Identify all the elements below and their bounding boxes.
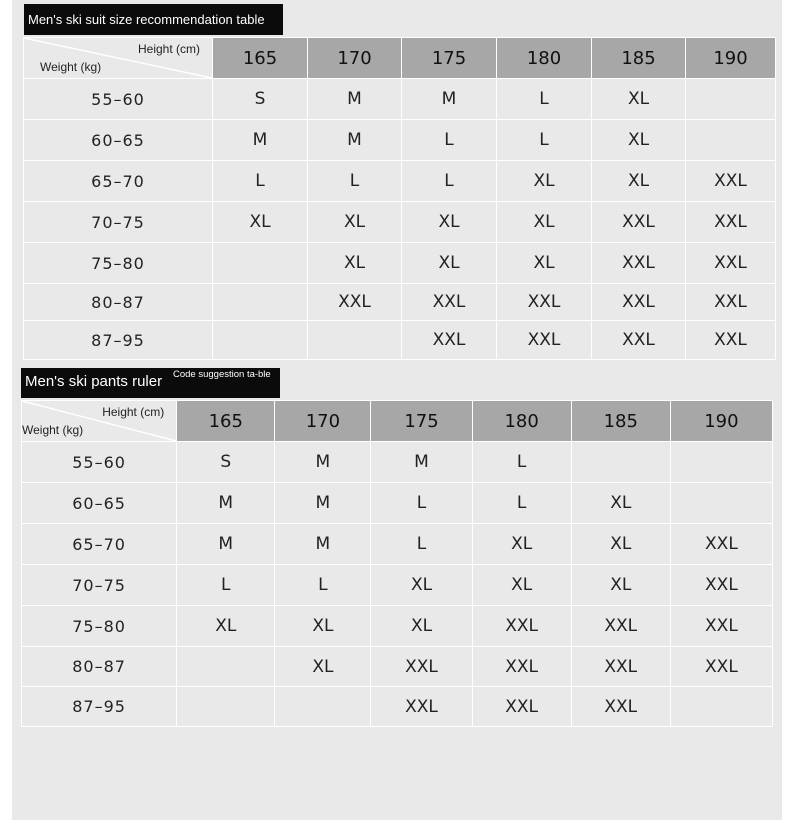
height-header: 190: [670, 401, 772, 442]
height-label: Height (cm): [102, 405, 165, 419]
size-cell: [571, 442, 670, 483]
size-cell: XXL: [402, 321, 497, 360]
table-row: [24, 79, 776, 120]
size-cell: XXL: [402, 284, 497, 321]
size-cell: XL: [472, 565, 571, 606]
size-cell: M: [371, 442, 472, 483]
size-cell: XXL: [592, 284, 686, 321]
size-cell: XXL: [497, 321, 592, 360]
size-cell: XXL: [592, 321, 686, 360]
size-cell: XXL: [472, 687, 571, 727]
size-cell: XXL: [670, 524, 772, 565]
size-cell: XXL: [592, 202, 686, 243]
size-cell: XL: [592, 79, 686, 120]
size-cell: L: [213, 161, 308, 202]
suit-table-title: [24, 4, 283, 35]
weight-range: 75–80: [22, 606, 177, 647]
pants-table-title-text: Men's ski pants ruler: [25, 373, 163, 390]
size-cell: L: [497, 79, 592, 120]
weight-range: 75–80: [24, 243, 213, 284]
size-cell: [686, 120, 776, 161]
table-row: [22, 442, 773, 483]
size-cell: XL: [472, 524, 571, 565]
size-cell: XL: [371, 565, 472, 606]
table-row: [22, 483, 773, 524]
size-cell: XXL: [371, 647, 472, 687]
weight-range: 70–75: [24, 202, 213, 243]
height-header: 180: [497, 38, 592, 79]
size-cell: S: [213, 79, 308, 120]
weight-range: 65–70: [22, 524, 177, 565]
size-cell: M: [275, 442, 371, 483]
size-cell: L: [275, 565, 371, 606]
weight-range: 70–75: [22, 565, 177, 606]
suit-table-title-text: Men's ski suit size recommendation table: [28, 12, 265, 27]
height-header: 175: [371, 401, 472, 442]
height-label: Height (cm): [137, 42, 200, 56]
height-header: 180: [472, 401, 571, 442]
size-cell: M: [177, 483, 275, 524]
height-header: 170: [275, 401, 371, 442]
table-row: [24, 120, 776, 161]
weight-label: Weight (kg): [40, 60, 102, 74]
table-row: [22, 647, 773, 687]
weight-range: 55–60: [24, 79, 213, 120]
size-cell: XXL: [686, 284, 776, 321]
table-row: [22, 606, 773, 647]
size-cell: M: [177, 524, 275, 565]
size-cell: L: [371, 524, 472, 565]
size-cell: L: [497, 120, 592, 161]
weight-range: 55–60: [22, 442, 177, 483]
size-cell: XL: [275, 606, 371, 647]
size-cell: XXL: [571, 606, 670, 647]
weight-range: 60–65: [24, 120, 213, 161]
table-row: [24, 243, 776, 284]
size-cell: XXL: [472, 606, 571, 647]
height-header: 185: [571, 401, 670, 442]
size-cell: XXL: [670, 647, 772, 687]
pants-table-title: [21, 368, 280, 398]
weight-range: 87–95: [24, 321, 213, 360]
size-cell: M: [308, 79, 402, 120]
size-cell: [670, 483, 772, 524]
size-cell: M: [308, 120, 402, 161]
pants-size-table: [21, 400, 773, 727]
size-cell: M: [275, 483, 371, 524]
size-cell: XXL: [670, 606, 772, 647]
height-header: 185: [592, 38, 686, 79]
height-header: 165: [213, 38, 308, 79]
size-cell: L: [402, 120, 497, 161]
size-cell: XL: [308, 202, 402, 243]
size-cell: XL: [592, 161, 686, 202]
corner-header: [22, 401, 177, 442]
suit-size-table: [23, 37, 776, 360]
size-cell: L: [177, 565, 275, 606]
size-cell: L: [472, 483, 571, 524]
size-cell: L: [472, 442, 571, 483]
weight-range: 80–87: [24, 284, 213, 321]
size-cell: XXL: [308, 284, 402, 321]
table-row: [24, 321, 776, 360]
size-cell: XXL: [497, 284, 592, 321]
height-header: 190: [686, 38, 776, 79]
size-cell: XXL: [686, 202, 776, 243]
weight-label: Weight (kg): [22, 423, 84, 437]
table-row: [24, 202, 776, 243]
size-cell: XL: [571, 483, 670, 524]
size-cell: [670, 687, 772, 727]
size-cell: [275, 687, 371, 727]
height-header: 165: [177, 401, 275, 442]
size-cell: XL: [497, 161, 592, 202]
size-cell: XL: [177, 606, 275, 647]
table-row: [24, 161, 776, 202]
height-header: 175: [402, 38, 497, 79]
size-cell: XL: [308, 243, 402, 284]
size-cell: XXL: [571, 687, 670, 727]
size-cell: L: [402, 161, 497, 202]
size-cell: XXL: [686, 321, 776, 360]
size-cell: [308, 321, 402, 360]
size-cell: XXL: [686, 243, 776, 284]
size-cell: S: [177, 442, 275, 483]
size-cell: XL: [571, 524, 670, 565]
weight-range: 60–65: [22, 483, 177, 524]
size-cell: [213, 284, 308, 321]
table-row: [22, 687, 773, 727]
size-cell: M: [213, 120, 308, 161]
size-cell: XL: [402, 243, 497, 284]
size-cell: XL: [497, 202, 592, 243]
weight-range: 65–70: [24, 161, 213, 202]
height-header: 170: [308, 38, 402, 79]
table-row: [22, 565, 773, 606]
corner-header: [24, 38, 213, 79]
size-cell: XXL: [592, 243, 686, 284]
size-cell: [213, 243, 308, 284]
size-cell: L: [371, 483, 472, 524]
table-row: [24, 284, 776, 321]
size-cell: [177, 687, 275, 727]
size-cell: M: [402, 79, 497, 120]
size-cell: [213, 321, 308, 360]
size-cell: [177, 647, 275, 687]
weight-range: 87–95: [22, 687, 177, 727]
size-cell: [670, 442, 772, 483]
size-cell: XL: [402, 202, 497, 243]
size-cell: XL: [213, 202, 308, 243]
weight-range: 80–87: [22, 647, 177, 687]
size-cell: [686, 79, 776, 120]
size-cell: XL: [571, 565, 670, 606]
size-cell: XXL: [571, 647, 670, 687]
size-cell: XXL: [472, 647, 571, 687]
size-cell: XL: [275, 647, 371, 687]
size-cell: XL: [592, 120, 686, 161]
table-row: [22, 524, 773, 565]
size-cell: L: [308, 161, 402, 202]
size-cell: XL: [497, 243, 592, 284]
size-cell: XL: [371, 606, 472, 647]
size-cell: XXL: [371, 687, 472, 727]
pants-table-title-subtext: Code suggestion ta-ble: [173, 369, 271, 380]
size-cell: M: [275, 524, 371, 565]
size-cell: XXL: [686, 161, 776, 202]
size-cell: XXL: [670, 565, 772, 606]
